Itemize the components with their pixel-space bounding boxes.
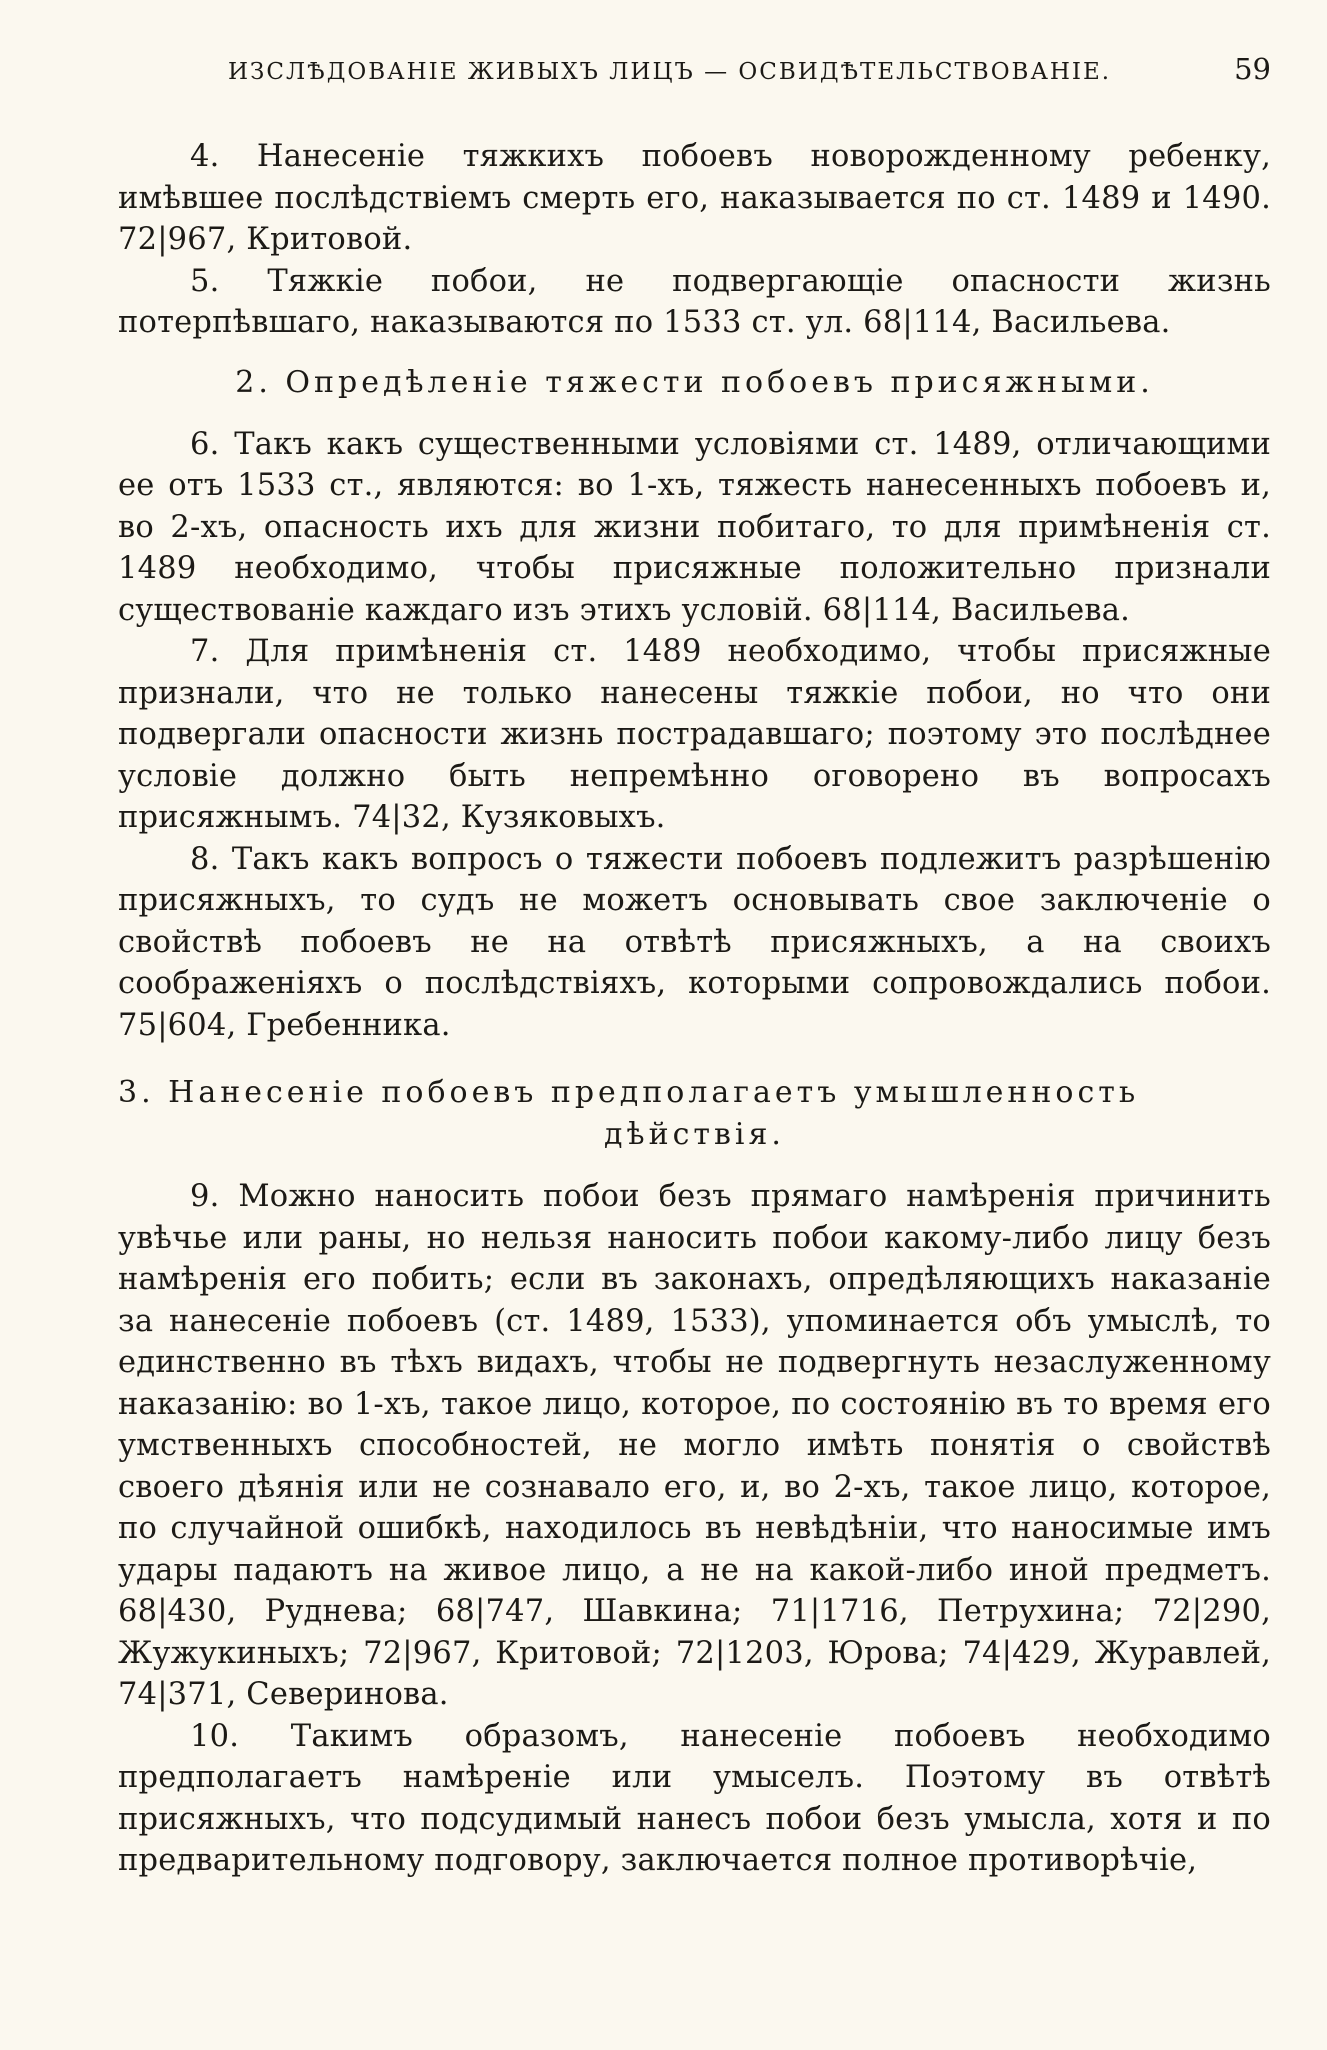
paragraph-9: 9. Можно наносить побои безъ прямаго намѣренія причинить увѣчье или раны, но нельзя наносить побои какому-либо лицу безъ намѣренія его побить; если въ законахъ, опредѣляющихъ наказаніе за нанесеніе побоевъ (ст. 1489, 1533), упоминается объ умыслѣ, то единственно въ тѣхъ видахъ, чтобы не подвергнуть незаслуженному наказанію: во 1-хъ, такое лицо, которое, по состоянію въ то время его умственныхъ способностей, не могло имѣть понятія о свойствѣ своего дѣянія или не сознавало его, и, во 2-хъ, такое лицо, которое, по случайной ошибкѣ, находилось въ невѣдѣніи, что наносимые имъ удары падаютъ на живое лицо, а не на какой-либо иной предметъ. 68|430, Руднева; 68|747, Шавкина; 71|1716, Петрухина; 72|290, Жужукиныхъ; 72|967, Критовой; 72|1203, Юрова; 74|429, Журавлей, 74|371, Северинова.: [118, 1179, 1271, 1712]
paragraph-4: 4. Нанесеніе тяжкихъ побоевъ новорожденному ребенку, имѣвшее послѣдствіемъ смерть его, наказывается по ст. 1489 и 1490. 72|967, Критовой.: [118, 139, 1271, 257]
book-page: [118, 52, 1271, 1882]
running-head: [118, 52, 1271, 96]
paragraph-8: 8. Такъ какъ вопросъ о тяжести побоевъ подлежитъ разрѣшенію присяжныхъ, то судъ не можетъ основывать свое заключеніе о свойствѣ побоевъ не на отвѣтѣ присяжныхъ, а на своихъ соображеніяхъ о послѣдствіяхъ, которыми сопровождались побои. 75|604, Гребенника.: [118, 841, 1271, 1043]
running-head-title: ИЗСЛѢДОВАНІЕ ЖИВЫХЪ ЛИЦЪ — ОСВИДѢТЕЛЬСТВОВАНІЕ.: [228, 59, 1112, 85]
section-heading-2: 2. Опредѣленіе тяжести побоевъ присяжными.: [235, 364, 1154, 400]
paragraph-6: 6. Такъ какъ существенными условіями ст. 1489, отличающими ее отъ 1533 ст., являются: во 1-хъ, тяжесть нанесенныхъ побоевъ и, во 2-хъ, опасность ихъ для жизни побитаго, то для примѣненія ст. 1489 необходимо, чтобы присяжные положительно признали существованіе каждаго изъ этихъ условій. 68|114, Васильева.: [118, 426, 1271, 628]
section-heading-3-line1: 3. Нанесеніе побоевъ предполагаетъ умышленность: [118, 1075, 1140, 1110]
page-number: 59: [1234, 52, 1271, 86]
paragraph-10: 10. Такимъ образомъ, нанесеніе побоевъ необходимо предполагаетъ намѣреніе или умыселъ. Поэтому въ отвѣтѣ присяжныхъ, что подсудимый нанесъ побои безъ умысла, хотя и по предварительному подговору, заключается полное противорѣчіе,: [118, 1718, 1271, 1878]
paragraph-7: 7. Для примѣненія ст. 1489 необходимо, чтобы присяжные признали, что не только нанесены тяжкіе побои, но что они подвергали опасности жизнь пострадавшаго; поэтому это послѣднее условіе должно быть непремѣнно оговорено въ вопросахъ присяжнымъ. 74|32, Кузяковыхъ.: [118, 634, 1271, 835]
section-heading-3-line2: дѣйствія.: [604, 1117, 785, 1152]
section-heading-3: [118, 1072, 1271, 1156]
paragraph-5: 5. Тяжкіе побои, не подвергающіе опасности жизнь потерпѣвшаго, наказываются по 1533 ст. ул. 68|114, Васильева.: [118, 263, 1271, 340]
